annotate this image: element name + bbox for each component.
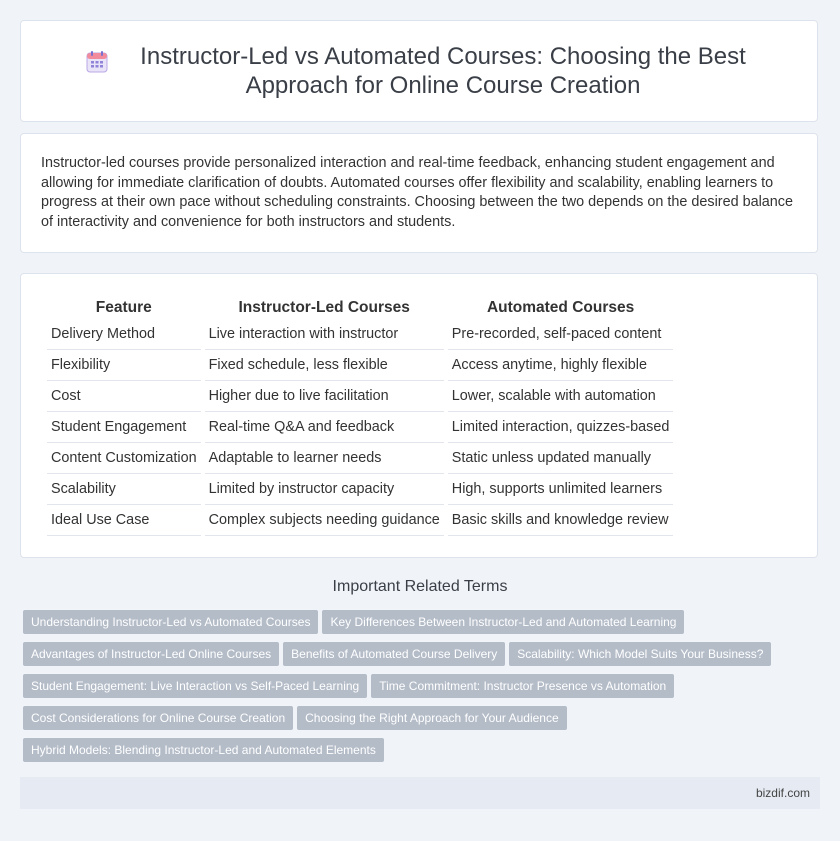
table-row bbox=[47, 474, 673, 505]
related-term-tag[interactable]: Understanding Instructor-Led vs Automated Courses bbox=[23, 610, 318, 634]
table-cell: Static unless updated manually bbox=[448, 443, 674, 474]
calendar-icon bbox=[85, 50, 109, 74]
related-terms-title: Important Related Terms bbox=[332, 578, 508, 595]
table-cell: Adaptable to learner needs bbox=[205, 443, 444, 474]
table-cell: Scalability bbox=[47, 474, 201, 505]
title-wrap bbox=[69, 42, 769, 100]
table-header-row bbox=[47, 296, 673, 319]
table-row bbox=[47, 443, 673, 474]
related-term-tag[interactable]: Key Differences Between Instructor-Led and Automated Learning bbox=[322, 610, 684, 634]
table-cell: Basic skills and knowledge review bbox=[448, 505, 674, 536]
related-term-tag[interactable]: Student Engagement: Live Interaction vs Self-Paced Learning bbox=[23, 674, 367, 698]
title-card bbox=[20, 20, 818, 122]
intro-text: Instructor-led courses provide personalized interaction and real-time feedback, enhancing student engagement and allowing for immediate clarification of doubts. Automated courses offer flexibility and scalability, enabling learners to progress at their own pace without scheduling constraints. Choosing between the two depends on the desired balance of interactivity and convenience for both instructors and students. bbox=[41, 155, 793, 230]
table-cell: Flexibility bbox=[47, 350, 201, 381]
table-cell: Higher due to live facilitation bbox=[205, 381, 444, 412]
header-automated: Automated Courses bbox=[486, 299, 635, 316]
table-row bbox=[47, 505, 673, 536]
table-cell: Lower, scalable with automation bbox=[448, 381, 674, 412]
table-cell: Content Customization bbox=[47, 443, 201, 474]
table-row bbox=[47, 412, 673, 443]
table-row bbox=[47, 350, 673, 381]
table-cell: Student Engagement bbox=[47, 412, 201, 443]
related-term-tag[interactable]: Scalability: Which Model Suits Your Business? bbox=[509, 642, 771, 666]
table-row bbox=[47, 319, 673, 350]
page-title: Instructor-Led vs Automated Courses: Choosing the Best Approach for Online Course Creation bbox=[140, 43, 746, 99]
table-cell: Limited by instructor capacity bbox=[205, 474, 444, 505]
table-cell: Access anytime, highly flexible bbox=[448, 350, 674, 381]
header-feature: Feature bbox=[95, 299, 152, 316]
related-term-tag[interactable]: Hybrid Models: Blending Instructor-Led and Automated Elements bbox=[23, 738, 384, 762]
comparison-table bbox=[43, 296, 677, 536]
intro-card bbox=[20, 133, 818, 253]
table-cell: Pre-recorded, self-paced content bbox=[448, 319, 674, 350]
header-instructor-led: Instructor-Led Courses bbox=[238, 299, 410, 316]
related-term-tag[interactable]: Benefits of Automated Course Delivery bbox=[283, 642, 505, 666]
footer-site-link[interactable]: bizdif.com bbox=[755, 786, 810, 800]
table-cell: Limited interaction, quizzes-based bbox=[448, 412, 674, 443]
comparison-card bbox=[20, 273, 818, 558]
related-term-tag[interactable]: Choosing the Right Approach for Your Audience bbox=[297, 706, 567, 730]
table-row bbox=[47, 381, 673, 412]
table-cell: Real-time Q&A and feedback bbox=[205, 412, 444, 443]
table-cell: Delivery Method bbox=[47, 319, 201, 350]
table-cell: Cost bbox=[47, 381, 201, 412]
table-cell: High, supports unlimited learners bbox=[448, 474, 674, 505]
related-term-tag[interactable]: Time Commitment: Instructor Presence vs Automation bbox=[371, 674, 674, 698]
table-cell: Live interaction with instructor bbox=[205, 319, 444, 350]
related-term-tag[interactable]: Advantages of Instructor-Led Online Courses bbox=[23, 642, 279, 666]
footer bbox=[20, 777, 820, 809]
related-term-tag[interactable]: Cost Considerations for Online Course Creation bbox=[23, 706, 293, 730]
related-terms-list bbox=[23, 610, 813, 770]
table-cell: Fixed schedule, less flexible bbox=[205, 350, 444, 381]
table-cell: Complex subjects needing guidance bbox=[205, 505, 444, 536]
table-cell: Ideal Use Case bbox=[47, 505, 201, 536]
